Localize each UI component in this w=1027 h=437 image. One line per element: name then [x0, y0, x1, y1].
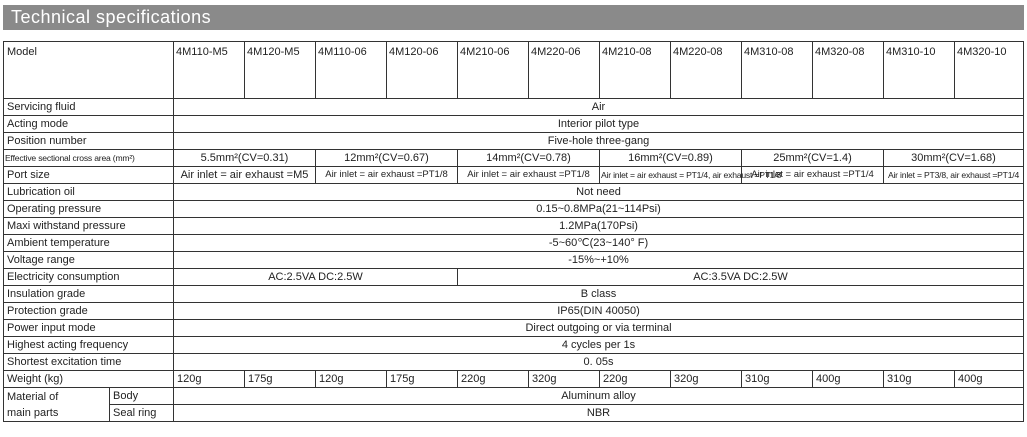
electricity-label: Electricity consumption [4, 269, 174, 286]
maxi-pressure-row [4, 218, 1024, 235]
power-input-label: Power input mode [4, 320, 174, 337]
effective-area-value: 16mm²(CV=0.89) [600, 150, 742, 167]
lubrication-value: Not need [174, 184, 1024, 201]
operating-pressure-value: 0.15~0.8MPa(21~114Psi) [174, 201, 1024, 218]
weight-value: 175g [245, 371, 316, 388]
protection-label: Protection grade [4, 303, 174, 320]
model-cell: 4M110-06 [316, 42, 387, 99]
electricity-value: AC:3.5VA DC:2.5W [458, 269, 1024, 286]
model-cell: 4M220-06 [529, 42, 600, 99]
position-number-value: Five-hole three-gang [174, 133, 1024, 150]
model-cell: 4M320-10 [955, 42, 1024, 99]
model-row [4, 42, 1024, 99]
lubrication-label: Lubrication oil [4, 184, 174, 201]
power-input-value: Direct outgoing or via terminal [174, 320, 1024, 337]
insulation-label: Insulation grade [4, 286, 174, 303]
effective-area-value: 5.5mm²(CV=0.31) [174, 150, 316, 167]
weight-value: 175g [387, 371, 458, 388]
port-size-row [4, 167, 1024, 184]
material-body-row [4, 388, 1024, 405]
servicing-fluid-label: Servicing fluid [4, 99, 174, 116]
effective-area-value: 14mm²(CV=0.78) [458, 150, 600, 167]
model-cell: 4M320-08 [813, 42, 884, 99]
excitation-row [4, 354, 1024, 371]
model-cell: 4M120-M5 [245, 42, 316, 99]
frequency-value: 4 cycles per 1s [174, 337, 1024, 354]
excitation-label: Shortest excitation time [4, 354, 174, 371]
port-size-label: Port size [4, 167, 174, 184]
power-input-row [4, 320, 1024, 337]
weight-value: 220g [458, 371, 529, 388]
weight-value: 400g [813, 371, 884, 388]
electricity-row [4, 269, 1024, 286]
voltage-range-row [4, 252, 1024, 269]
effective-area-value: 30mm²(CV=1.68) [884, 150, 1024, 167]
operating-pressure-row [4, 201, 1024, 218]
weight-value: 320g [529, 371, 600, 388]
acting-mode-label: Acting mode [4, 116, 174, 133]
protection-row [4, 303, 1024, 320]
model-label: Model [4, 42, 174, 99]
excitation-value: 0. 05s [174, 354, 1024, 371]
ambient-temp-label: Ambient temperature [4, 235, 174, 252]
lubrication-row [4, 184, 1024, 201]
position-number-row [4, 133, 1024, 150]
weight-value: 320g [671, 371, 742, 388]
model-cell: 4M310-10 [884, 42, 955, 99]
ambient-temp-row [4, 235, 1024, 252]
voltage-range-label: Voltage range [4, 252, 174, 269]
frequency-row [4, 337, 1024, 354]
insulation-row [4, 286, 1024, 303]
body-value: Aluminum alloy [174, 388, 1024, 405]
acting-mode-value: Interior pilot type [174, 116, 1024, 133]
servicing-fluid-row [4, 99, 1024, 116]
port-size-value: Air inlet = air exhaust =PT1/4 [742, 167, 884, 184]
section-header: Technical specifications [3, 5, 1024, 30]
model-cell: 4M210-08 [600, 42, 671, 99]
body-label: Body [110, 388, 174, 405]
weight-label: Weight (kg) [4, 371, 174, 388]
position-number-label: Position number [4, 133, 174, 150]
model-cell: 4M210-06 [458, 42, 529, 99]
port-size-value: Air inlet = PT3/8, air exhaust =PT1/4 [884, 167, 1024, 184]
port-size-value: Air inlet = air exhaust =PT1/8 [316, 167, 458, 184]
maxi-pressure-value: 1.2MPa(170Psi) [174, 218, 1024, 235]
effective-area-value: 25mm²(CV=1.4) [742, 150, 884, 167]
weight-value: 120g [174, 371, 245, 388]
model-cell: 4M220-08 [671, 42, 742, 99]
port-size-value: Air inlet = air exhaust =M5 [174, 167, 316, 184]
operating-pressure-label: Operating pressure [4, 201, 174, 218]
model-cell: 4M310-08 [742, 42, 813, 99]
electricity-value: AC:2.5VA DC:2.5W [174, 269, 458, 286]
weight-value: 400g [955, 371, 1024, 388]
weight-value: 220g [600, 371, 671, 388]
weight-value: 310g [884, 371, 955, 388]
protection-value: IP65(DIN 40050) [174, 303, 1024, 320]
insulation-value: B class [174, 286, 1024, 303]
servicing-fluid-value: Air [174, 99, 1024, 116]
effective-area-label: Effective sectional cross area (mm²) [4, 150, 174, 167]
material-label-line1: Material of [7, 390, 59, 403]
port-size-value: Air inlet = air exhaust = PT1/4, air exhaust =PT1/8 [600, 167, 742, 184]
frequency-label: Highest acting frequency [4, 337, 174, 354]
spec-table [3, 41, 1024, 422]
maxi-pressure-label: Maxi withstand pressure [4, 218, 174, 235]
seal-label: Seal ring [110, 405, 174, 422]
port-size-value: Air inlet = air exhaust =PT1/8 [458, 167, 600, 184]
seal-value: NBR [174, 405, 1024, 422]
weight-value: 120g [316, 371, 387, 388]
model-cell: 4M120-06 [387, 42, 458, 99]
voltage-range-value: -15%~+10% [174, 252, 1024, 269]
effective-area-row [4, 150, 1024, 167]
material-label-line2: main parts [7, 406, 59, 419]
model-cell: 4M110-M5 [174, 42, 245, 99]
material-label [4, 388, 110, 422]
weight-row [4, 371, 1024, 388]
effective-area-value: 12mm²(CV=0.67) [316, 150, 458, 167]
ambient-temp-value: -5~60℃(23~140° F) [174, 235, 1024, 252]
acting-mode-row [4, 116, 1024, 133]
material-seal-row [4, 405, 1024, 422]
weight-value: 310g [742, 371, 813, 388]
